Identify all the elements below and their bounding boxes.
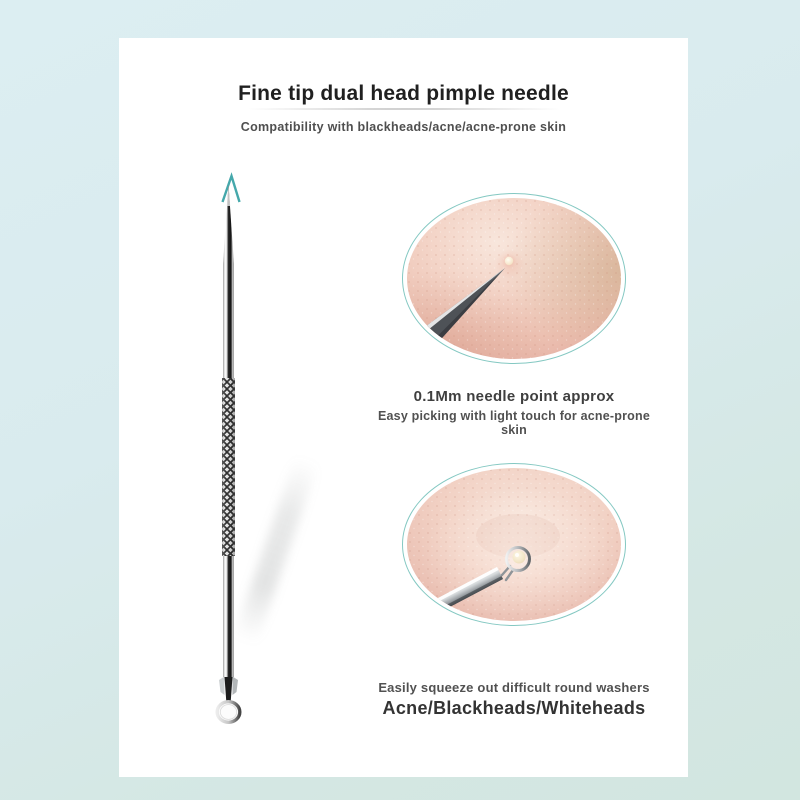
loop-end [217, 700, 240, 722]
figure-loop-closeup [402, 463, 626, 626]
caption-loop-sub: Easily squeeze out difficult round washers [378, 680, 650, 695]
teal-ring-border [402, 193, 626, 364]
page-subtitle: Compatibility with blackheads/acne/acne-prone skin [240, 120, 567, 134]
whitehead-bump [505, 257, 513, 265]
skin-closeup-photo-needle [407, 198, 621, 359]
knurled-grip [222, 378, 235, 556]
teal-ring-border [402, 463, 626, 626]
pimple-needle-svg [206, 172, 250, 752]
caption-loop-title: Acne/Blackheads/Whiteheads [382, 698, 646, 718]
figure-needle-closeup [402, 193, 626, 364]
ferrule [219, 677, 238, 704]
caption-needle-point-title: 0.1Mm needle point approx [413, 388, 615, 405]
whitehead-bump [513, 551, 526, 564]
page-title: Fine tip dual head pimple needle [238, 82, 569, 105]
skin-closeup-photo-loop [407, 468, 621, 621]
caption-needle-point-sub: Easy picking with light touch for acne-prone skin [377, 409, 651, 437]
up-arrow-icon [223, 176, 240, 202]
bump-highlight [515, 553, 519, 557]
pimple-needle-image [206, 172, 250, 752]
title-divider [249, 108, 559, 110]
product-card-panel [119, 38, 688, 777]
